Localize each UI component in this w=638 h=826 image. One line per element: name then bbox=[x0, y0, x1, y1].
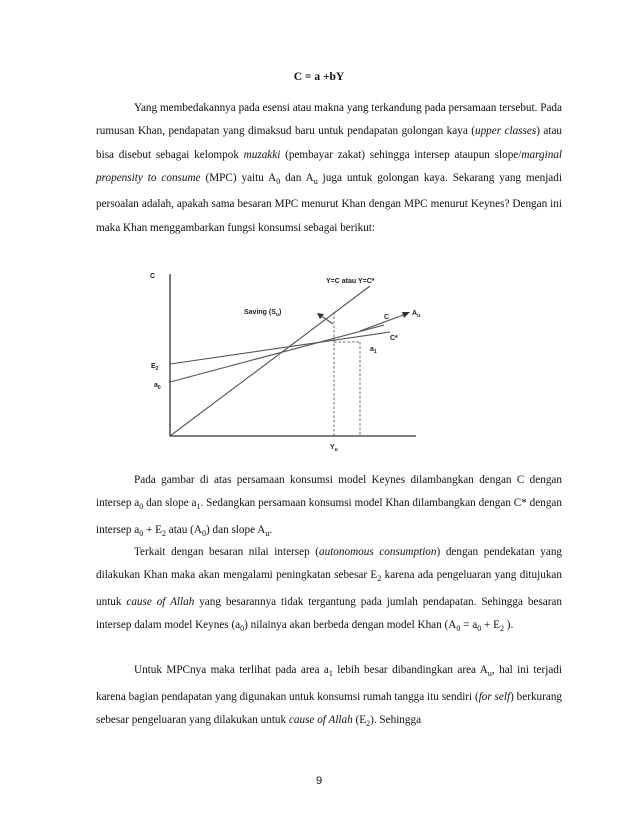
arrow-au-head bbox=[402, 312, 410, 318]
line-c-keynes bbox=[170, 325, 384, 382]
label-line-au: $A_u$ bbox=[412, 310, 421, 319]
figure-axes bbox=[170, 274, 416, 436]
label-line-c-star: C* bbox=[390, 335, 398, 342]
paragraph-mpc-comparison: Untuk MPCnya maka terlihat pada area $a_1$ lebih besar dibandingkan area $A_u$, hal ini terjadi karena bagian pendapatan yang digunakan untuk konsumsi rumah tangga itu sendiri (for self) berkurang sebesar pengeluaran yang dilakukan untuk cause of Allah $(E_2)$. Sehingga bbox=[96, 664, 563, 729]
line-c-star-khan bbox=[170, 332, 390, 364]
arrow-au bbox=[360, 314, 406, 331]
consumption-equation: C = a +bY bbox=[293, 71, 345, 83]
label-yu: $Y_u$ bbox=[330, 444, 338, 453]
paragraph-autonomous-consumption: Terkait dengan besaran nilai intersep (autonomous consumption) dengan pendekatan yang dilakukan Khan maka akan mengalami peningkatan sebesar $E_2$ karena ada pengeluaran yang ditujukan untuk cause of Allah yang besarannya tidak tergantung pada jumlah pendapatan. Sehingga besaran intersep dalam model Keynes $(a_0)$ nilainya akan berbeda dengan model Khan ($A_0 = a_0 + E_2$ ). bbox=[96, 546, 563, 634]
page-number: 9 bbox=[315, 775, 323, 787]
consumption-function-figure bbox=[138, 262, 438, 462]
label-45-line: Y=C atau Y=C* bbox=[326, 278, 375, 285]
label-e2: $E_2$ bbox=[151, 363, 159, 372]
label-a1: $a_1$ bbox=[370, 346, 377, 355]
label-y-axis-c: C bbox=[150, 273, 156, 280]
paragraph-khan-income: Yang membedakannya pada esensi atau makna yang terkandung pada persamaan tersebut. Pada rumusan Khan, pendapatan yang dimaksud baru untuk pendapatan golongan kaya (upper classes) atau bisa disebut sebagai kelompok muzakki (pembayar zakat) sehingga intersep ataupun slope/marginal propensity to consume (MPC) yaitu $A_0$ dan $A_u$ juga untuk golongan kaya. Sekarang yang menjadi persoalan adalah, apakah sama besaran MPC menurut Khan dengan MPC menurut Keynes? Dengan ini maka Khan menggambarkan fungsi konsumsi sebagai berikut: bbox=[96, 102, 563, 234]
arrow-saving-head bbox=[317, 313, 324, 319]
label-a0: $a_0$ bbox=[154, 382, 161, 391]
label-line-c: C bbox=[384, 314, 390, 321]
label-saving: Saving $(S_u)$ bbox=[244, 309, 282, 318]
paragraph-keynes-khan-models: Pada gambar di atas persamaan konsumsi model Keynes dilambangkan dengan C dengan intersep $a_0$ dan slope $a_1$. Sedangkan persamaan konsumsi model Khan dilambangkan dengan C* dengan intersep $a_0 + E_2$ atau $(A_0)$ dan slope $A_u$. bbox=[96, 474, 562, 539]
